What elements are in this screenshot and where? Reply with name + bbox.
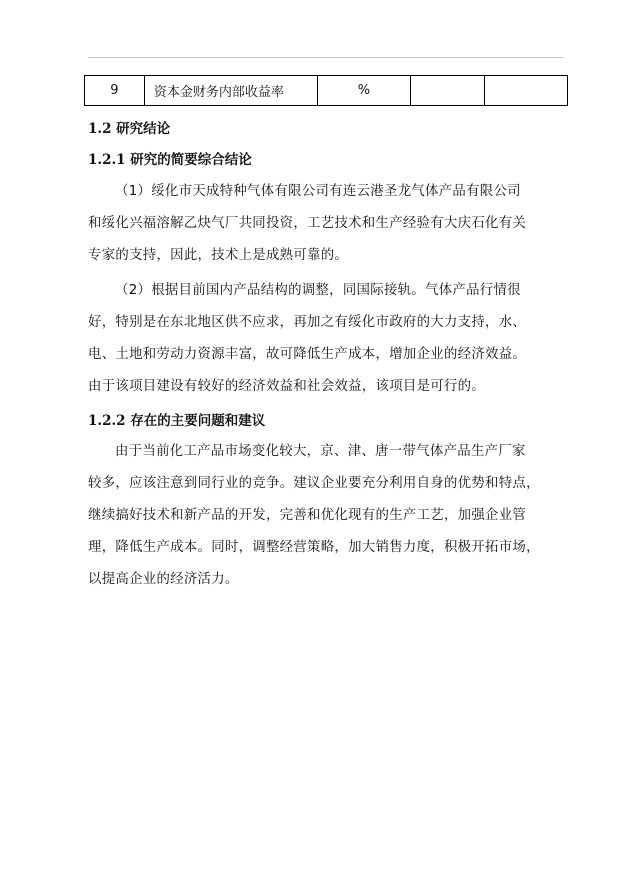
paragraph-line: 电、土地和劳动力资源丰富，故可降低生产成本，增加企业的经济效益。 bbox=[88, 347, 527, 362]
paragraph-line: 以提高企业的经济活力。 bbox=[88, 572, 239, 587]
paragraph-line: 较多，应该注意到同行业的竞争。建议企业要充分利用自身的优势和特点， bbox=[88, 476, 540, 491]
section-1-2-1-heading: 1.2.1 研究的简要综合结论 bbox=[88, 152, 252, 168]
paragraph-line: 继续搞好技术和新产品的开发，完善和优化现有的生产工艺，加强企业管 bbox=[88, 508, 527, 523]
paragraph-line: 理，降低生产成本。同时，调整经营策略，加大销售力度，积极开拓市场， bbox=[88, 540, 540, 555]
section-1-2-2-heading: 1.2.2 存在的主要问题和建议 bbox=[88, 413, 266, 429]
paragraph-line: 好，特别是在东北地区供不应求，再加之有绥化市政府的大力支持，水、 bbox=[88, 315, 527, 330]
paragraph-line: （2）根据目前国内产品结构的调整，同国际接轨。气体产品行情很 bbox=[115, 283, 521, 298]
row-number-cell: 9 bbox=[85, 76, 145, 106]
row-value-cell bbox=[410, 76, 484, 106]
paragraph-line: （1）绥化市天成特种气体有限公司有连云港圣龙气体产品有限公司 bbox=[115, 184, 521, 199]
row-remark-cell bbox=[484, 76, 567, 106]
paragraph-line: 由于当前化工产品市场变化较大，京、津、唐一带气体产品生产厂家 bbox=[115, 444, 526, 459]
row-item-cell: 资本金财务内部收益率 bbox=[144, 76, 318, 106]
indicator-table bbox=[84, 75, 568, 106]
section-1-2-heading: 1.2 研究结论 bbox=[88, 121, 171, 137]
header-rule bbox=[88, 57, 564, 58]
row-unit-cell: % bbox=[318, 76, 410, 106]
paragraph-line: 和绥化兴福溶解乙炔气厂共同投资，工艺技术和生产经验有大庆石化有关 bbox=[88, 216, 527, 231]
paragraph-line: 由于该项目建设有较好的经济效益和社会效益，该项目是可行的。 bbox=[88, 379, 486, 394]
paragraph-line: 专家的支持，因此，技术上是成熟可靠的。 bbox=[88, 248, 349, 263]
table-row bbox=[85, 76, 568, 106]
